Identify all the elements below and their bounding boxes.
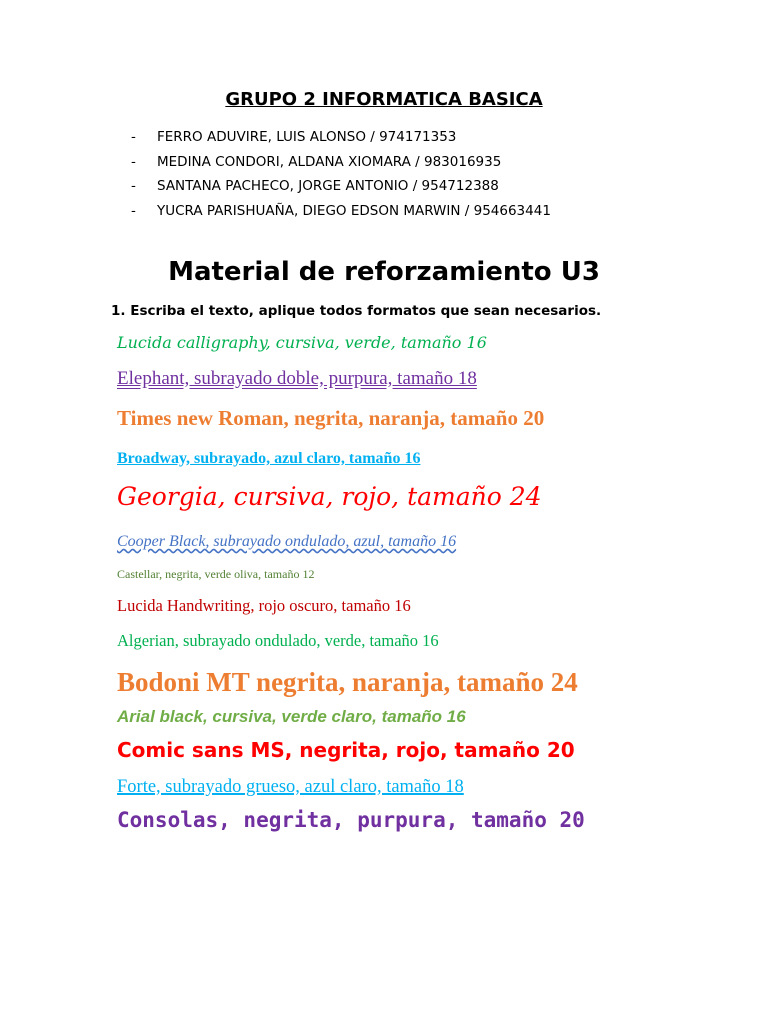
- instruction-text: 1. Escriba el texto, aplique todos formatos que sean necesarios.: [111, 303, 602, 319]
- list-bullet: -: [131, 129, 136, 145]
- sample-cooper-black: Cooper Black, subrayado ondulado, azul, tamaño 16: [117, 533, 457, 550]
- list-bullet: -: [131, 178, 136, 194]
- member-text: MEDINA CONDORI, ALDANA XIOMARA / 983016935: [157, 153, 502, 170]
- section-heading: Material de reforzamiento U3: [168, 257, 600, 287]
- member-text: YUCRA PARISHUAÑA, DIEGO EDSON MARWIN / 954663441: [157, 202, 551, 219]
- list-bullet: -: [131, 202, 136, 219]
- sample-elephant: Elephant, subrayado doble, purpura, tamaño 18: [117, 368, 477, 389]
- sample-broadway: Broadway, subrayado, azul claro, tamaño 16: [117, 450, 421, 467]
- member-text: SANTANA PACHECO, JORGE ANTONIO / 954712388: [157, 178, 499, 194]
- member-list: [131, 125, 551, 223]
- sample-arial-black: Arial black, cursiva, verde claro, tamaño 16: [117, 707, 466, 726]
- sample-times-new-roman: Times new Roman, negrita, naranja, tamaño 20: [117, 406, 545, 430]
- member-item: [131, 125, 551, 150]
- sample-consolas: Consolas, negrita, purpura, tamaño 20: [117, 808, 585, 832]
- member-item: [131, 174, 551, 199]
- member-item: [131, 150, 551, 175]
- member-item: [131, 199, 551, 224]
- document-title: GRUPO 2 INFORMATICA BASICA: [225, 89, 543, 110]
- list-bullet: -: [131, 153, 136, 170]
- sample-castellar: Castellar, negrita, verde oliva, tamaño 12: [117, 567, 315, 581]
- sample-bodoni-mt: Bodoni MT negrita, naranja, tamaño 24: [117, 667, 578, 697]
- sample-lucida-calligraphy: Lucida calligraphy, cursiva, verde, tamaño 16: [117, 333, 487, 352]
- sample-lucida-handwriting: Lucida Handwriting, rojo oscuro, tamaño 16: [117, 596, 411, 615]
- sample-forte: Forte, subrayado grueso, azul claro, tamaño 18: [117, 777, 464, 797]
- sample-algerian: Algerian, subrayado ondulado, verde, tamaño 16: [117, 631, 439, 650]
- sample-comic-sans: Comic sans MS, negrita, rojo, tamaño 20: [117, 738, 575, 762]
- member-text: FERRO ADUVIRE, LUIS ALONSO / 974171353: [157, 129, 457, 145]
- sample-georgia: Georgia, cursiva, rojo, tamaño 24: [117, 482, 542, 511]
